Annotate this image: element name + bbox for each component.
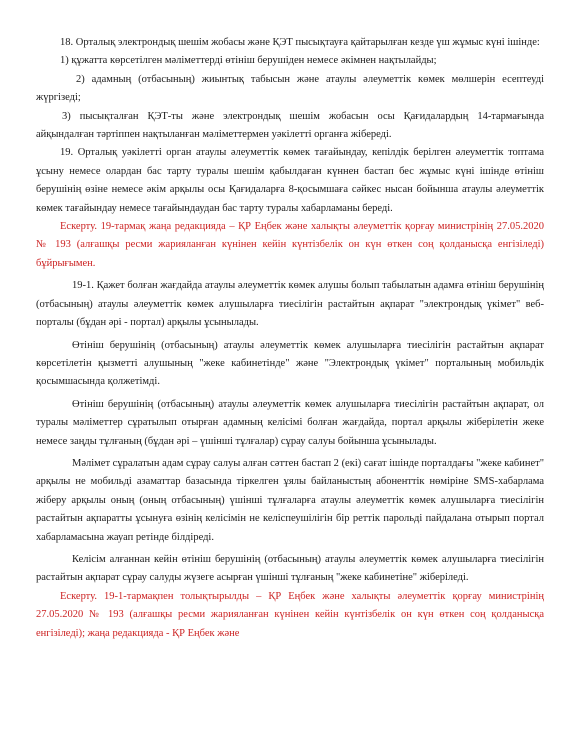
paragraph-18-item-3: 3) пысықталған ҚЭТ-ты және электрондық шешім жобасын осы Қағидалардың 14-тармағында айқындалған тәртіппен нақтыланған мәліметтермен уәкілетті органға жібереді. [36,110,544,141]
paragraph-18: 18. Орталық электрондық шешім жобасы және ҚЭТ пысықтауға қайтарылған кезде үш жұмыс күні ішінде: [60,37,540,48]
paragraph-19-1-consent: Мәлімет сұралатын адам сұрау салуы алған сәттен бастап 2 (екі) сағат ішінде порталдағы "жеке кабинет" арқылы не мобильді азаматтар базасында тіркелген ұялы байланыстың абоненттік нөміріне SMS-хабарлама жіберу арқылы оның (оның отбасының) үшінші тұлғаларға атаулы әлеуметтік көмек алушыларға тиесілігін растайтын ақпаратты ұсынуға өзінің келісімін не келіспеушілігін бір реттік парольді пайдалана отырып портал хабарламасына жауап ретінде білдіреді. [36,457,544,543]
paragraph-18-item-2: 2) адамның (отбасының) жиынтық табысын және атаулы әлеуметтік көмек мөлшерін есептеуді жүргізеді; [36,73,544,104]
paragraph-19-1: 19-1. Қажет болған жағдайда атаулы әлеуметтік көмек алушы болып табылатын адамға өтініш берушінің (отбасының) атаулы әлеуметтік көмек алушыларға тиесілігін растайтын ақпарат "электрондық үкімет" веб-порталы (бұдан әрі - портал) арқылы ұсынылады. [36,280,544,329]
paragraph-19-1-delivery: Келісім алғаннан кейін өтініш берушінің (отбасының) атаулы әлеуметтік көмек алушыларға тиесілігін растайтын ақпарат сұрау салуды жүзеге асырған үшінші тұлғаның "жеке кабинетіне" жіберіледі. [36,553,544,584]
paragraph-19-1-third-party: Өтініш берушінің (отбасының) атаулы әлеуметтік көмек алушыларға тиесілігін растайтын ақпарат, ол туралы мәліметтер сұратылып отырған адамның келісімі болған жағдайда, портал арқылы жіберілетін жеке немесе заңды тұлғаның (бұдан әрі – үшінші тұлғалар) сұрау салуы бойынша ұсынылады. [36,398,544,447]
amendment-note-19-1: Ескерту. 19-1-тармақпен толықтырылды – ҚР Еңбек және халықты әлеуметтік қорғау министрінің 27.05.2020 № 193 (алғашқы ресми жарияланған күнінен кейін күнтізбелік он күн өткен соң қолданысқа енгізіледі); жаңа редакцияда - ҚР Еңбек және [36,590,544,639]
paragraph-19: 19. Орталық уәкілетті орган атаулы әлеуметтік көмек тағайындау, кепілдік берілген әлеуметтік топтама ұсыну немесе олардан бас тарту туралы шешім қабылдаған күннен бастап бес жұмыс күні ішінде өтініш берушінің өзіне немесе әкім арқылы осы Қағидаларға 8-қосымшаға сәйкес нысан бойынша атаулы әлеуметтік көмек тағайындау немесе тағайындаудан бас тарту туралы хабарламаны береді. [36,147,544,214]
amendment-note-19: Ескерту. 19-тармақ жаңа редакцияда – ҚР Еңбек және халықты әлеуметтік қорғау министрінің 27.05.2020 № 193 (алғашқы ресми жарияланған күнінен кейін күнтізбелік он күн өткен соң қолданысқа енгізіледі) бұйрығымен. [36,221,544,269]
document-page [36,34,544,643]
paragraph-18-item-1: 1) құжатта көрсетілген мәліметтерді өтініш берушіден немесе әкімнен нақтылайды; [60,55,437,67]
paragraph-19-1-access: Өтініш берушінің (отбасының) атаулы әлеуметтік көмек алушыларға тиесілігін растайтын ақпарат көрсетілетін қызметті алушының "жеке кабинетінде" және "Электрондық үкімет" порталының мобильдік қосымшасында қолжетімді. [36,339,544,388]
